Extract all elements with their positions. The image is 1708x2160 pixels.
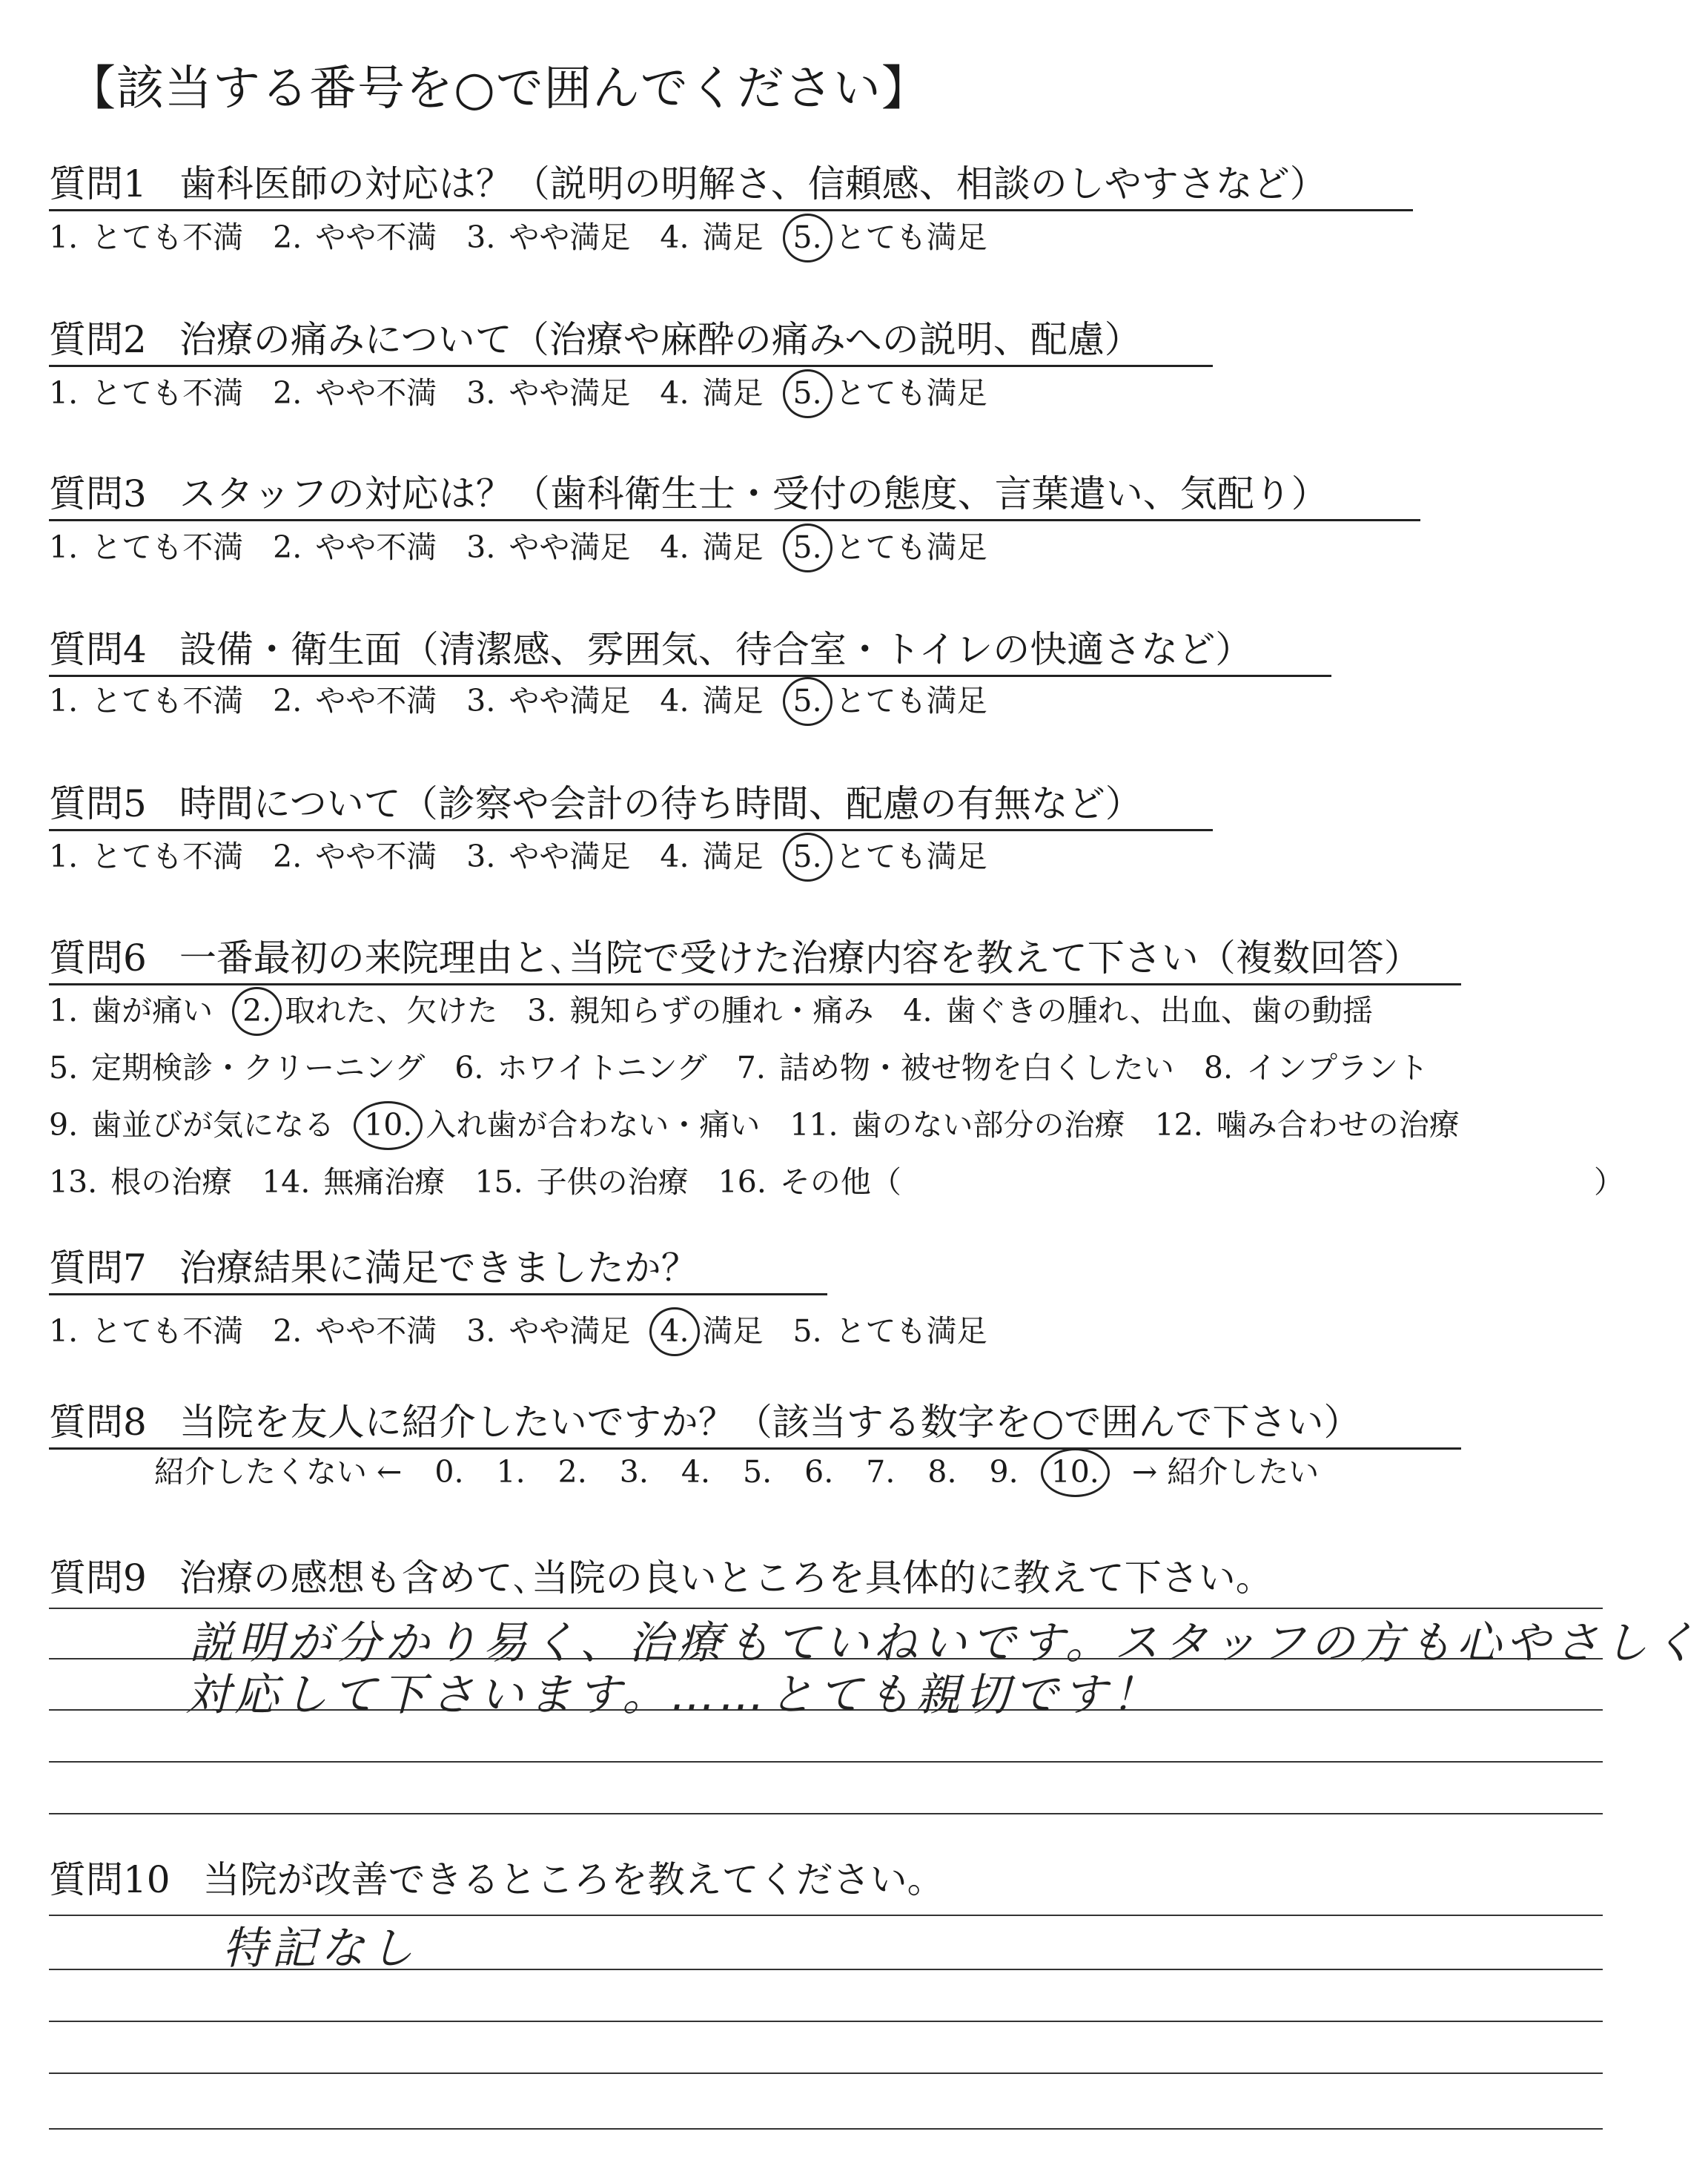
question-underline [49, 519, 1420, 521]
q6-option-12[interactable] [1155, 1106, 1460, 1143]
question-underline [49, 209, 1413, 211]
question-1-header [49, 162, 1327, 206]
scale-value[interactable]: 0. [434, 1454, 464, 1490]
option-number: 2. [273, 529, 302, 565]
question-6-options-row [49, 1163, 931, 1200]
option-label: とても満足 [835, 375, 987, 411]
option-4[interactable] [660, 219, 763, 256]
option-label: とても不満 [91, 219, 244, 255]
option-1[interactable] [49, 219, 243, 256]
option-label: とても満足 [835, 839, 987, 874]
question-underline [49, 1447, 1461, 1450]
option-number: 2. [273, 375, 302, 411]
option-label: 満足 [702, 1313, 764, 1349]
option-label: やや満足 [509, 1313, 631, 1349]
question-label: 質問9 [49, 1556, 147, 1599]
question-6-header [49, 936, 1421, 980]
question-underline [49, 983, 1461, 985]
q6-option-7[interactable] [737, 1049, 1174, 1086]
q6-option-15[interactable] [474, 1163, 688, 1200]
option-number: 5. [792, 839, 822, 874]
option-5[interactable] [793, 682, 987, 719]
question-text: 時間について（診察や会計の待ち時間、配慮の有無など） [179, 782, 1142, 825]
question-label: 質問7 [49, 1246, 147, 1289]
option-label: インプラント [1246, 1050, 1429, 1086]
option-label: やや満足 [509, 839, 631, 874]
question-label: 質問8 [49, 1401, 147, 1444]
q6-option-4[interactable] [903, 992, 1373, 1029]
option-number: 1. [49, 219, 79, 255]
option-label: 入れ歯が合わない・痛い [426, 1107, 761, 1143]
option-label: やや満足 [509, 529, 631, 565]
option-number: 10. [364, 1107, 413, 1143]
question-text: 設備・衛生面（清潔感、雰囲気、待合室・トイレの快適さなど） [179, 628, 1253, 671]
option-label: 取れた、欠けた [285, 993, 498, 1028]
question-8-scale [154, 1453, 1351, 1490]
question-text: 当院を友人に紹介したいですか？（該当する数字を○で囲んで下さい） [179, 1401, 1361, 1444]
question-9-answer-line[interactable]: 対応して下さいます。……とても親切です！ [185, 1669, 1161, 1721]
option-4[interactable] [660, 682, 763, 719]
question-label: 質問4 [49, 628, 147, 671]
option-label: やや不満 [315, 683, 437, 719]
question-text: 治療の感想も含めて､当院の良いところを具体的に教えて下さい。 [179, 1556, 1273, 1599]
option-number: 3. [466, 683, 496, 719]
answer-line [49, 2128, 1603, 2130]
option-number: 1. [49, 375, 79, 411]
option-label: 満足 [702, 839, 764, 874]
answer-line [49, 1761, 1603, 1763]
option-number: 16. [718, 1164, 767, 1200]
option-label: 噛み合わせの治療 [1216, 1107, 1460, 1143]
option-5[interactable] [793, 838, 987, 875]
q6-option-1[interactable] [49, 992, 213, 1029]
question-text: 治療の痛みについて（治療や麻酔の痛みへの説明、配慮） [179, 318, 1142, 361]
option-number: 1. [49, 683, 79, 719]
question-3-header [49, 472, 1328, 516]
scale-value[interactable]: 9. [989, 1454, 1019, 1490]
option-number: 5. [792, 219, 822, 255]
option-number: 11. [790, 1107, 838, 1143]
question-6-options-row [49, 992, 1403, 1029]
question-text: 歯科医師の対応は？（説明の明解さ、信頼感、相談のしやすさなど） [179, 162, 1327, 205]
option-number: 7. [736, 1050, 766, 1086]
option-label: 満足 [702, 683, 764, 719]
answer-line [49, 2073, 1603, 2074]
option-number: 3. [466, 839, 496, 874]
question-7-header [49, 1246, 698, 1290]
option-label: やや不満 [315, 839, 437, 874]
option-label: 歯のない部分の治療 [851, 1107, 1125, 1143]
option-1[interactable] [49, 374, 243, 412]
option-1[interactable] [49, 1312, 243, 1350]
option-2[interactable] [273, 682, 437, 719]
scale-value[interactable]: 7. [866, 1454, 896, 1490]
option-number: 5. [792, 683, 822, 719]
answer-line [49, 2021, 1603, 2022]
question-label: 質問10 [49, 1858, 171, 1901]
option-3[interactable] [466, 219, 630, 256]
option-label: 根の治療 [110, 1164, 233, 1200]
question-label: 質問5 [49, 782, 147, 825]
question-9-header [49, 1556, 1273, 1600]
option-label: 親知らずの腫れ・痛み [569, 993, 874, 1028]
q6-option-8[interactable] [1204, 1049, 1429, 1086]
option-label: やや満足 [509, 219, 631, 255]
option-number: 13. [49, 1164, 98, 1200]
option-label: とても満足 [835, 1313, 987, 1349]
option-number: 9. [49, 1107, 79, 1143]
option-2[interactable] [273, 374, 437, 412]
option-number: 3. [527, 993, 557, 1028]
option-1[interactable] [49, 682, 243, 719]
question-underline [49, 829, 1213, 831]
q6-option-3[interactable] [527, 992, 873, 1029]
option-3[interactable] [466, 529, 630, 566]
option-label: とても不満 [91, 683, 244, 719]
option-3[interactable] [466, 682, 630, 719]
question-label: 質問6 [49, 937, 147, 980]
option-number: 4. [660, 529, 689, 565]
option-label: 詰め物・被せ物を白くしたい [778, 1050, 1174, 1086]
option-label: ホワイトニング [497, 1050, 707, 1086]
option-4[interactable] [660, 529, 763, 566]
option-1[interactable] [49, 529, 243, 566]
q6-option-11[interactable] [790, 1106, 1125, 1143]
option-number: 4. [660, 375, 689, 411]
option-label: とても満足 [835, 529, 987, 565]
option-label: 歯ぐきの腫れ、出血、歯の動揺 [945, 993, 1373, 1028]
page-title: 【該当する番号を○で囲んでください】 [68, 62, 930, 116]
question-1-options [49, 219, 1017, 256]
option-number: 2. [242, 993, 272, 1028]
option-number: 2. [273, 839, 302, 874]
option-number: 12. [1154, 1107, 1203, 1143]
option-label: 歯並びが気になる [91, 1107, 335, 1143]
option-5[interactable] [793, 1312, 987, 1350]
option-5[interactable] [793, 529, 987, 566]
option-label: 無痛治療 [323, 1164, 446, 1200]
option-1[interactable] [49, 838, 243, 875]
scale-value[interactable]: 5. [743, 1454, 772, 1490]
option-number: 2. [273, 219, 302, 255]
question-6-options-row [49, 1049, 1458, 1086]
option-label: とても不満 [91, 375, 244, 411]
option-label: やや満足 [509, 375, 631, 411]
q6-option-14[interactable] [262, 1163, 445, 1200]
option-number: 5. [792, 1313, 822, 1349]
question-3-options [49, 529, 1017, 566]
question-label: 質問2 [49, 318, 147, 361]
question-8-header [49, 1400, 1360, 1444]
scale-left-label: 紹介したくない ← [154, 1454, 403, 1490]
option-2[interactable] [273, 838, 437, 875]
question-4-options [49, 682, 1017, 719]
option-label: 定期検診・クリーニング [91, 1050, 426, 1086]
question-5-header [49, 782, 1142, 826]
question-10-header [49, 1857, 944, 1902]
question-underline [49, 675, 1331, 677]
question-10-answer[interactable]: 特記なし [222, 1923, 418, 1975]
option-2[interactable] [273, 529, 437, 566]
option-number: 3. [466, 529, 496, 565]
q6-option-2[interactable] [242, 992, 497, 1029]
option-number: 2. [273, 1313, 302, 1349]
q6-option-5[interactable] [49, 1049, 425, 1086]
option-label: やや不満 [315, 1313, 437, 1349]
q6-option-13[interactable] [49, 1163, 232, 1200]
question-underline [49, 365, 1213, 367]
option-label: その他（ [779, 1164, 901, 1200]
question-2-options [49, 374, 1017, 412]
option-label: やや満足 [509, 683, 631, 719]
question-7-options [49, 1312, 1017, 1350]
option-label: 子供の治療 [536, 1164, 689, 1200]
option-5[interactable] [793, 219, 987, 256]
scale-value[interactable]: 3. [619, 1454, 649, 1490]
scale-value[interactable]: 2. [557, 1454, 587, 1490]
question-label: 質問3 [49, 472, 147, 515]
option-2[interactable] [273, 219, 437, 256]
option-number: 1. [49, 1313, 79, 1349]
option-number: 5. [792, 375, 822, 411]
option-number: 3. [466, 219, 496, 255]
q6-option-9[interactable] [49, 1106, 334, 1143]
option-4[interactable] [660, 838, 763, 875]
option-label: とても不満 [91, 529, 244, 565]
q6-option-16[interactable] [718, 1163, 901, 1200]
question-5-options [49, 838, 1017, 875]
option-4[interactable] [660, 1312, 763, 1350]
option-label: 満足 [702, 219, 764, 255]
option-label: 歯が痛い [91, 993, 214, 1028]
option-number: 4. [660, 1313, 689, 1349]
option-label: とても満足 [835, 683, 987, 719]
question-label: 質問1 [49, 162, 147, 205]
scale-value[interactable]: 1. [496, 1454, 526, 1490]
option-label: 満足 [702, 375, 764, 411]
option-5[interactable] [793, 374, 987, 412]
option-number: 15. [474, 1164, 523, 1200]
option-number: 4. [660, 683, 689, 719]
option-number: 1. [49, 529, 79, 565]
question-text: 当院が改善できるところを教えてください。 [202, 1858, 944, 1901]
option-number: 3. [466, 1313, 496, 1349]
option-number: 14. [262, 1164, 311, 1200]
question-text: 治療結果に満足できましたか？ [179, 1246, 698, 1289]
option-number: 2. [273, 683, 302, 719]
option-number: 4. [660, 219, 689, 255]
option-3[interactable] [466, 374, 630, 412]
option-label: やや不満 [315, 375, 437, 411]
option-number: 1. [49, 993, 79, 1028]
q6-other-close-paren: ） [1594, 1164, 1624, 1200]
question-6-options-row [49, 1106, 1489, 1143]
option-number: 8. [1203, 1050, 1233, 1086]
option-number: 4. [660, 839, 689, 874]
option-number: 5. [49, 1050, 79, 1086]
option-label: とても不満 [91, 1313, 244, 1349]
option-label: やや不満 [315, 219, 437, 255]
option-number: 3. [466, 375, 496, 411]
option-label: 満足 [702, 529, 764, 565]
option-number: 4. [903, 993, 933, 1028]
question-2-header [49, 317, 1142, 362]
question-underline [49, 1293, 827, 1295]
option-number: 6. [454, 1050, 484, 1086]
option-label: やや不満 [315, 529, 437, 565]
question-4-header [49, 627, 1252, 672]
scale-value[interactable]: 6. [804, 1454, 834, 1490]
scale-value[interactable]: 4. [681, 1454, 711, 1490]
option-number: 5. [792, 529, 822, 565]
option-label: とても満足 [835, 219, 987, 255]
option-label: とても不満 [91, 839, 244, 874]
question-text: スタッフの対応は？（歯科衛生士・受付の態度、言葉遣い、気配り） [179, 472, 1328, 515]
scale-value[interactable]: 8. [927, 1454, 957, 1490]
option-number: 1. [49, 839, 79, 874]
q6-option-10[interactable] [364, 1106, 760, 1143]
option-3[interactable] [466, 1312, 630, 1350]
scale-right-label: → 紹介したい [1131, 1454, 1320, 1490]
q6-option-6[interactable] [454, 1049, 706, 1086]
answer-line [49, 1813, 1603, 1814]
question-9-answer-line[interactable]: 説明が分かり易く、治療もていねいです。スタッフの方も心やさしく [189, 1617, 1701, 1669]
option-2[interactable] [273, 1312, 437, 1350]
scale-value[interactable]: 10. [1050, 1454, 1099, 1490]
question-text: 一番最初の来院理由と､当院で受けた治療内容を教えて下さい（複数回答） [179, 937, 1421, 980]
option-3[interactable] [466, 838, 630, 875]
option-4[interactable] [660, 374, 763, 412]
